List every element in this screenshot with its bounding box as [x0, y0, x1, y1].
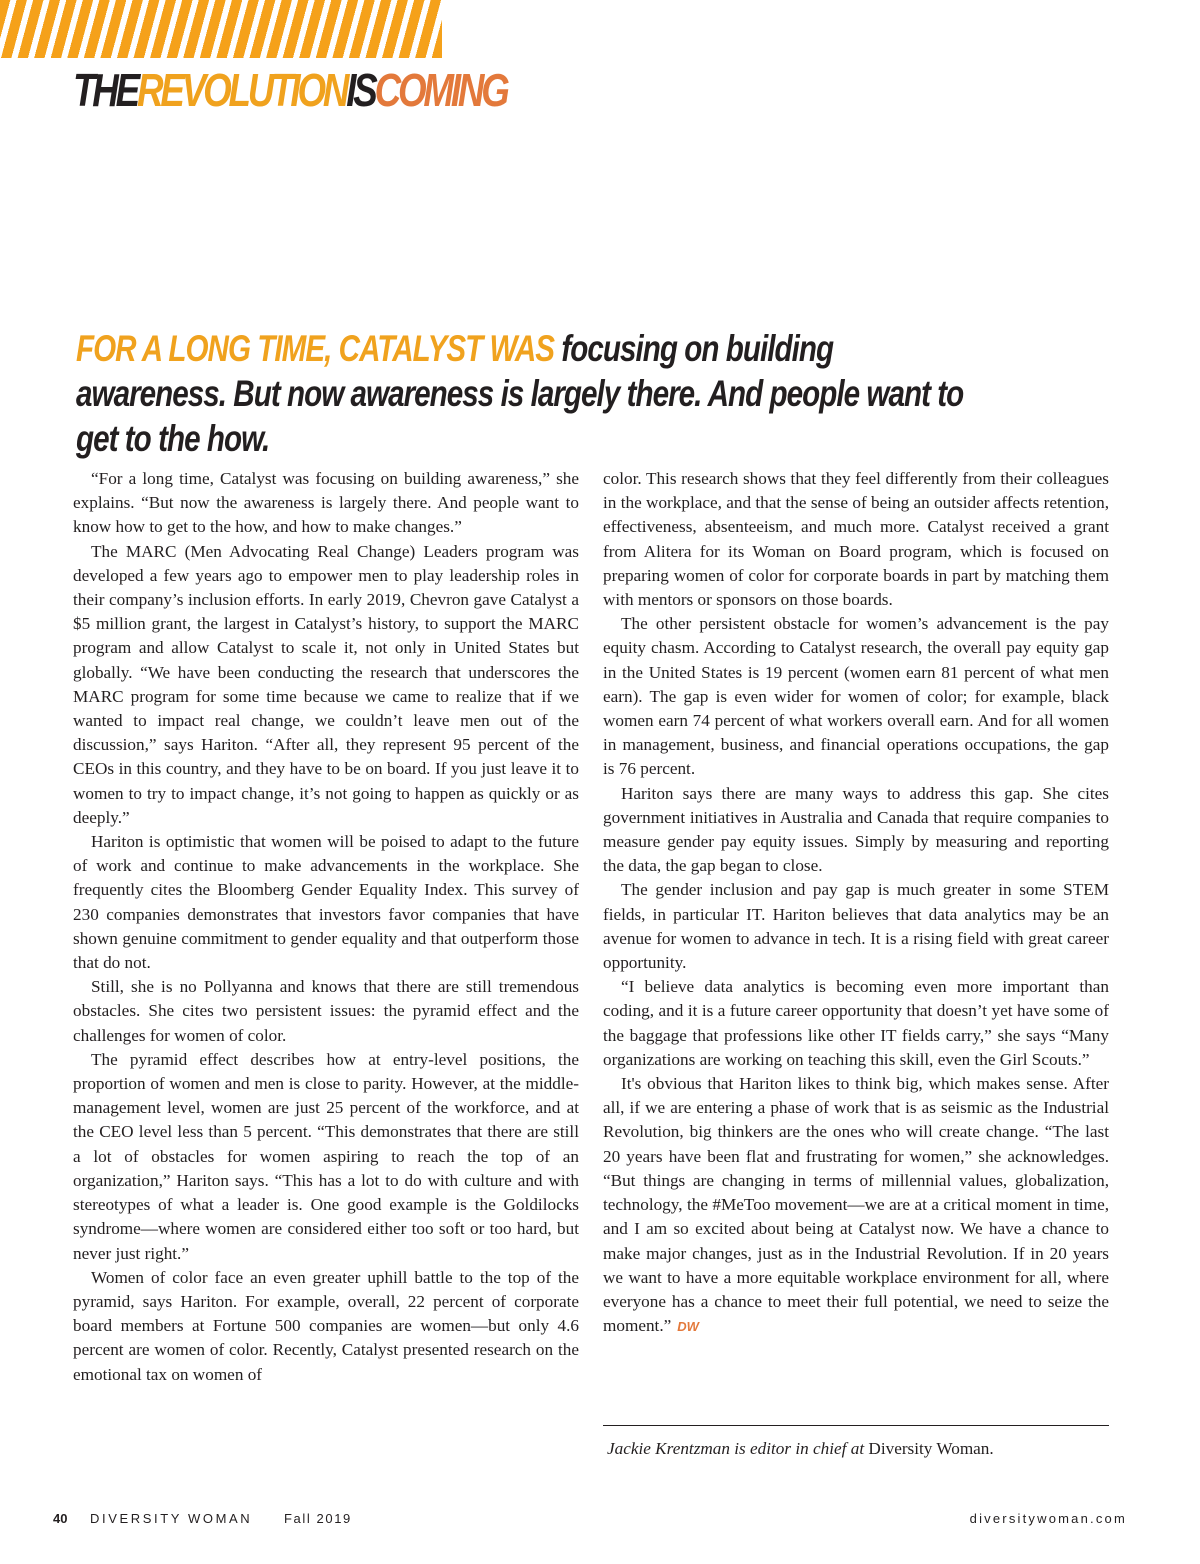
- page-footer: [53, 1511, 1127, 1533]
- page-title: [73, 58, 507, 122]
- article-paragraph: Women of color face an even greater uphill battle to the top of the pyramid, says Hariton. For example, overall, 22 percent of corporate board members at Fortune 500 companies are women—but only 4.6 percent are women of color. Recently, Catalyst presented research on the emotional tax on women of: [73, 1267, 579, 1384]
- article-paragraph: “I believe data analytics is becoming even more important than coding, and it is a future career opportunity that doesn’t yet have some of the baggage that professions like other IT fields carry,” she says “Many organizations are working on teaching this skill, even the Girl Scouts.”: [603, 977, 1109, 1069]
- byline-divider: [603, 1425, 1109, 1426]
- article-final-paragraph: [603, 1072, 1109, 1339]
- article-column-left: [73, 467, 579, 1387]
- pull-quote: [76, 326, 988, 461]
- title-word-coming: COMING: [374, 64, 507, 116]
- dw-end-mark: DW: [677, 1319, 699, 1335]
- title-word-is: IS: [346, 64, 375, 116]
- article-paragraph-continued: color. This research shows that they feel differently from their colleagues in the workplace, and that the sense of being an outsider affects retention, effectiveness, absenteeism, and much more. Catalyst received a grant from Alitera for its Woman on Board program, which is focused on preparing women of color for corporate boards in part by matching them with mentors or sponsors on those boards.: [603, 469, 1109, 610]
- issue-date: Fall 2019: [284, 1511, 352, 1526]
- magazine-name: DIVERSITY WOMAN: [90, 1511, 253, 1526]
- byline-publication: Diversity Woman.: [868, 1439, 994, 1458]
- title-word-the: THE: [73, 64, 137, 116]
- article-paragraph: Hariton is optimistic that women will be poised to adapt to the future of work and continue to make advancements in the workplace. She frequently cites the Bloomberg Gender Equality Index. This survey of 230 companies demonstrates that investors favor companies that have shown genuine commitment to gender equality and that outperform those that do not.: [73, 832, 579, 973]
- article-paragraph: “For a long time, Catalyst was focusing on building awareness,” she explains. “But now the awareness is largely there. And people want to know how to get to the how, and how to make changes.”: [73, 469, 579, 537]
- article-paragraph: The gender inclusion and pay gap is much greater in some STEM fields, in particular IT. Hariton believes that data analytics may be an avenue for women to advance in tech. It is a rising field with great career opportunity.: [603, 880, 1109, 973]
- pull-quote-lead: FOR A LONG TIME, CATALYST WAS: [76, 328, 555, 369]
- article-column-right: [603, 467, 1109, 1339]
- article-paragraph: Still, she is no Pollyanna and knows that there are still tremendous obstacles. She cites two persistent issues: the pyramid effect and the challenges for women of color.: [73, 977, 579, 1045]
- title-word-revolution: REVOLUTION: [137, 64, 347, 116]
- article-paragraph: The other persistent obstacle for women’s advancement is the pay equity chasm. According to Catalyst research, the overall pay equity gap in the United States is 19 percent (women earn 81 percent of what men earn). The gap is even wider for women of color; for example, black women earn 74 percent of what workers overall earn. And for all women in management, business, and financial operations occupations, the gap is 76 percent.: [603, 614, 1109, 779]
- website-url: diversitywoman.com: [969, 1511, 1127, 1526]
- final-paragraph-text: It's obvious that Hariton likes to think big, which makes sense. After all, if we are entering a phase of work that is as seismic as the Industrial Revolution, big thinkers are the ones who will create change. “The last 20 years have been flat and frustrating for women,” she acknowledges. “But things are changing in terms of millennial values, globalization, technology, the #MeToo movement—we are at a critical moment in time, and I am so excited about being at Catalyst now. We have a chance to make major changes, just as in the Industrial Revolution. If in 20 years we want to have a more equitable workplace environment for all, where everyone has a chance to meet their full potential, we need to seize the moment.”: [603, 1074, 1109, 1336]
- author-byline: [607, 1437, 994, 1461]
- pull-quote-rest: focusing on building awareness. But now awareness is largely there. And people want to get to the how.: [76, 328, 964, 459]
- header-stripe-band: [0, 0, 442, 58]
- page-number: 40: [53, 1511, 68, 1526]
- byline-italic: Jackie Krentzman is editor in chief at: [607, 1439, 865, 1458]
- article-paragraph: The pyramid effect describes how at entry-level positions, the proportion of women and men is close to parity. However, at the middle-management level, women are just 25 percent of the workforce, and at the CEO level less than 5 percent. “This demonstrates that there are still a lot of obstacles for women aspiring to reach the top of an organization,” Hariton says. “This has a lot to do with culture and with stereotypes of what a leader is. One good example is the Goldilocks syndrome—where women are considered either too soft or too hard, but never just right.”: [73, 1049, 579, 1263]
- article-paragraph: Hariton says there are many ways to address this gap. She cites government initiatives in Australia and Canada that require companies to measure gender pay equity issues. Simply by measuring and reporting the data, the gap began to close.: [603, 783, 1109, 876]
- article-paragraph: The MARC (Men Advocating Real Change) Leaders program was developed a few years ago to empower men to play leadership roles in their company’s inclusion efforts. In early 2019, Chevron gave Catalyst a $5 million grant, the largest in Catalyst’s history, to support the MARC program and allow Catalyst to scale it, not only in United States but globally. “We have been conducting the research that underscores the MARC program for some time because we came to realize that if we wanted to impact real change, we couldn’t leave men out of the discussion,” says Hariton. “After all, they represent 95 percent of the CEOs in this country, and they have to be on board. If you just leave it to women to try to impact change, it’s not going to happen as quickly or as deeply.”: [73, 541, 579, 827]
